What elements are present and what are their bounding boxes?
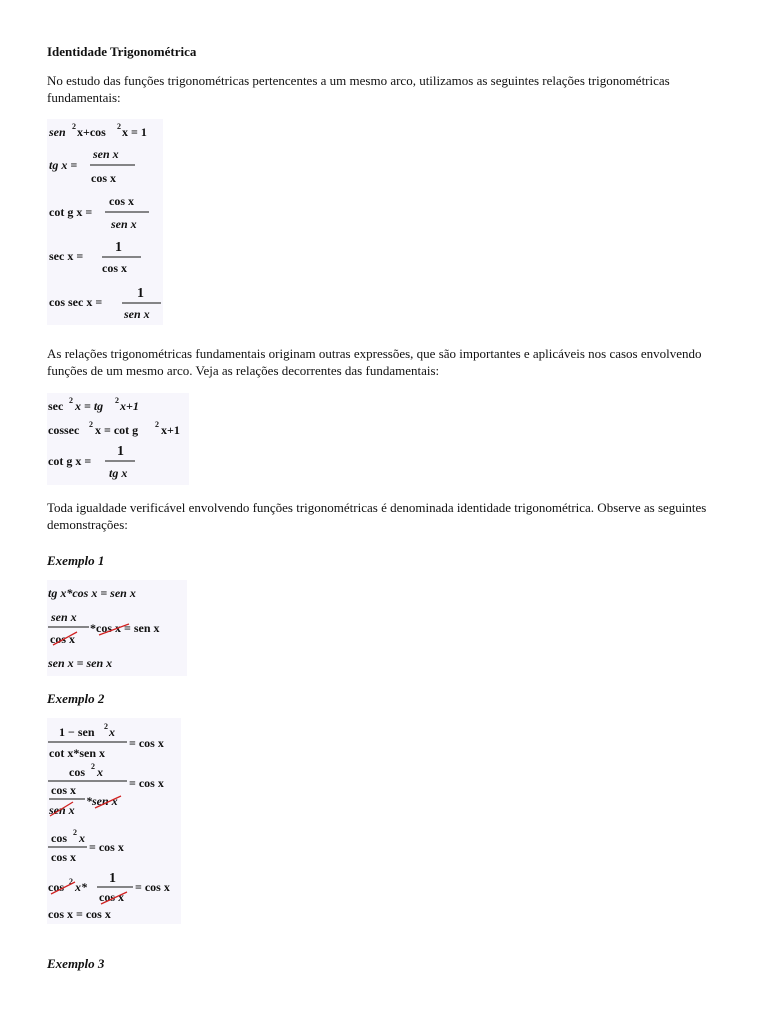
ex1-l2-rhs: *cos x = sen x [90,621,160,635]
document-title: Identidade Trigonométrica [47,44,197,59]
derived-relations-formula [47,393,189,485]
ex2-l2-numx: x [97,765,103,779]
f1-mid: x+cos [77,125,106,139]
ex2-l2-num: cos [69,765,85,779]
example-1-heading: Exemplo 1 [47,553,105,568]
f1-sen: sen [49,125,66,139]
d1-sup1: 2 [69,396,73,405]
ex2-l1-den: cot x*sen x [49,746,105,760]
f5-den: sen x [124,307,150,321]
d3-den: tg x [109,466,128,480]
f5-num: 1 [137,286,144,301]
f1-end: x = 1 [122,125,147,139]
ex1-line1: tg x*cos x = sen x [48,586,136,600]
f3-num: cos x [109,194,134,208]
d2-end: x+1 [161,423,180,437]
f4-lhs: sec x = [49,249,84,263]
ex2-l1-num: 1 − sen [59,725,95,739]
derived-relations-svg [47,393,189,485]
f4-num: 1 [115,240,122,255]
ex2-l3-den: cos x [51,850,76,864]
intro-paragraph: No estudo das funções trigonométricas pertencentes a um mesmo arco, utilizamos as seguintes relações trigonométricas fundamentais: [47,73,670,105]
ex2-l4-num: 1 [109,871,116,886]
f3-den: sen x [111,217,137,231]
ex2-l2-dden: sen x [49,803,75,817]
ex2-l3-num: cos [51,831,67,845]
f4-den: cos x [102,261,127,275]
ex2-l3-rhs: = cos x [89,840,124,854]
f5-lhs: cos sec x = [49,295,103,309]
f3-lhs: cot g x = [49,205,93,219]
ex1-line3: sen x = sen x [48,656,113,670]
ex2-l4-den: cos x [99,890,124,904]
ex2-l1-rhs: = cos x [129,736,164,750]
ex2-l2-sup: 2 [91,762,95,771]
ex2-l2-den2: *sen x [86,794,118,808]
ex2-l1-numx: x [109,725,115,739]
d3-lhs: cot g x = [48,454,92,468]
ex2-l4-sup: 2 [69,877,73,886]
example-2-svg [47,718,181,924]
ex2-l1-sup: 2 [104,722,108,731]
d1-sup2: 2 [115,396,119,405]
d1-sec: sec [48,399,64,413]
ex2-l2-dnum: cos x [51,783,76,797]
d2-sup1: 2 [89,420,93,429]
derived-paragraph: As relações trigonométricas fundamentais originam outras expressões, que são importantes e aplicáveis nos casos envolvendo funções de um mesmo arco. Veja as relações decorrentes das fundamentais: [47,346,702,378]
d2-cossec: cossec [48,423,80,437]
ex1-l2-num: sen x [51,610,77,624]
ex2-l2-rhs: = cos x [129,776,164,790]
ex1-l2-den: cos x [50,632,75,646]
example-1-formula [47,580,187,676]
d3-num: 1 [117,444,124,459]
fundamental-relations-formula [47,119,163,325]
d1-end: x+1 [120,399,139,413]
f2-lhs: tg x = [49,158,78,172]
example-2-heading: Exemplo 2 [47,691,105,706]
ex2-l4-rhs: = cos x [135,880,170,894]
f1-sup1: 2 [72,122,76,131]
identity-paragraph: Toda igualdade verificável envolvendo funções trigonométricas é denominada identidade trigonométrica. Observe as seguintes demonstrações: [47,500,707,532]
d2-mid: x = cot g [95,423,139,437]
f2-den: cos x [91,171,116,185]
ex2-l4-b: x* [75,880,87,894]
example-1-svg [47,580,187,676]
ex2-l3-numx: x [79,831,85,845]
f2-num: sen x [93,147,119,161]
example-3-heading: Exemplo 3 [47,956,105,971]
d1-mid: x = tg [75,399,104,413]
fundamental-relations-svg [47,119,163,325]
ex2-l3-sup: 2 [73,828,77,837]
ex2-l5: cos x = cos x [48,907,111,921]
d2-sup2: 2 [155,420,159,429]
ex2-l4-a: cos [48,880,64,894]
example-2-formula [47,718,181,924]
f1-sup2: 2 [117,122,121,131]
